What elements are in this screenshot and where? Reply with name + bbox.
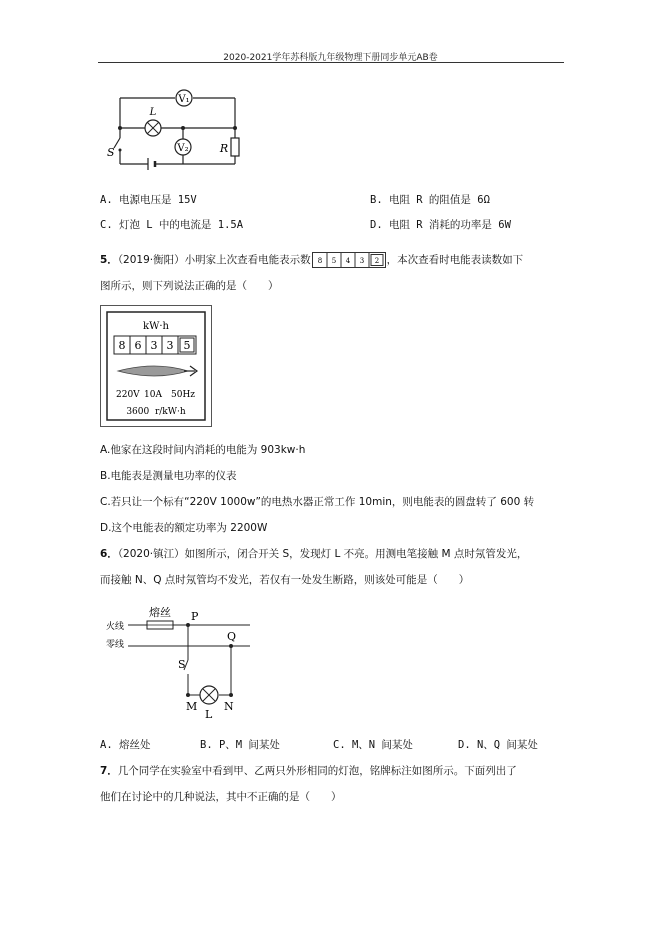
q4-circuit-diagram bbox=[100, 86, 250, 176]
switch-s-label: S bbox=[178, 658, 186, 671]
q6-stem-line-1: 6．（2020·镇江）如图所示，闭合开关 S，发现灯 L 不亮。用测电笔接触 M 点时氖管发光， bbox=[100, 548, 528, 560]
q6-number: 6． bbox=[100, 548, 118, 560]
q6-option-d: D. N、Q 间某处 bbox=[458, 739, 538, 751]
svg-text:L: L bbox=[149, 107, 157, 118]
q6-household-circuit bbox=[100, 602, 250, 722]
q4-option-d: D. 电阻 R 消耗的功率是 6W bbox=[370, 219, 511, 231]
point-p-label: P bbox=[191, 610, 199, 623]
q7-number: 7． bbox=[100, 765, 118, 777]
resistor-r bbox=[219, 138, 239, 156]
q6-option-a: A. 熔丝处 bbox=[100, 739, 151, 751]
q7-stem-line-1: 7．几个同学在实验室中看到甲、乙两只外形相同的灯泡，铭牌标注如图所示。下面列出了 bbox=[100, 765, 517, 777]
q5-previous-reading bbox=[312, 252, 386, 268]
q4-option-b: B. 电阻 R 的阻值是 6Ω bbox=[370, 194, 490, 206]
meter-spec-voltage: 220V bbox=[116, 390, 140, 400]
lamp-l bbox=[200, 686, 218, 704]
svg-text:V₂: V₂ bbox=[177, 143, 189, 154]
meter-digit: 5 bbox=[183, 339, 191, 352]
meter-spec-current: 10A bbox=[144, 390, 162, 400]
svg-text:R: R bbox=[219, 142, 229, 155]
page-header: 2020-2021学年苏科版九年级物理下册同步单元AB卷 bbox=[223, 53, 438, 63]
header-rule bbox=[98, 62, 564, 63]
meter-unit: kW·h bbox=[143, 321, 169, 332]
q4-option-c: C. 灯泡 L 中的电流是 1.5A bbox=[100, 219, 244, 231]
q5-option-a: A.他家在这段时间内消耗的电能为 903kw·h bbox=[100, 444, 306, 456]
voltmeter-v1 bbox=[176, 90, 192, 106]
lamp-l-label: L bbox=[205, 708, 213, 721]
q5-option-d: D.这个电能表的额定功率为 2200W bbox=[100, 522, 268, 534]
live-wire-label: 火线 bbox=[106, 622, 125, 632]
lamp-l bbox=[145, 107, 161, 136]
point-n-label: N bbox=[224, 700, 234, 713]
q6-stem-line-2: 而接触 N、Q 点时氖管均不发光，若仅有一处发生断路，则该处可能是（ ） bbox=[100, 574, 470, 586]
meter-spec-frequency: 50Hz bbox=[171, 390, 196, 400]
previous-reading-digit: 8 bbox=[317, 257, 322, 265]
meter-digit: 6 bbox=[134, 339, 142, 352]
q5-option-b: B.电能表是测量电功率的仪表 bbox=[100, 470, 237, 482]
q5-stem-line-1: 5．（2019·衡阳）小明家上次查看电能表示数 8 5 4 3 2 ，本次查看时电能表读数如下 bbox=[100, 254, 524, 266]
q4-option-a: A. 电源电压是 15V bbox=[100, 194, 197, 206]
neutral-wire-label: 零线 bbox=[106, 640, 125, 650]
meter-digit: 3 bbox=[166, 339, 174, 352]
q5-number: 5． bbox=[100, 254, 118, 266]
fuse-label: 熔丝 bbox=[149, 606, 171, 619]
previous-reading-digit: 3 bbox=[359, 257, 364, 265]
q5-option-c: C.若只让一个标有“220V 1000w”的电热水器正常工作 10min，则电能表的圆盘转了 600 转 bbox=[100, 496, 535, 508]
previous-reading-digit: 2 bbox=[374, 257, 379, 265]
previous-reading-digit: 4 bbox=[345, 257, 350, 265]
q6-option-c: C. M、N 间某处 bbox=[333, 739, 413, 751]
point-m-label: M bbox=[186, 700, 198, 713]
voltmeter-v2 bbox=[175, 139, 191, 155]
q6-option-b: B. P、M 间某处 bbox=[200, 739, 280, 751]
meter-spec-revolutions: 3600 r/kW·h bbox=[126, 407, 186, 417]
q5-stem-line-2: 图所示，则下列说法正确的是（ ） bbox=[100, 280, 279, 292]
svg-text:V₁: V₁ bbox=[178, 94, 190, 105]
meter-digit: 8 bbox=[118, 339, 126, 352]
previous-reading-digit: 5 bbox=[331, 257, 336, 265]
fuse bbox=[147, 621, 173, 629]
q7-stem-line-2: 他们在讨论中的几种说法，其中不正确的是（ ） bbox=[100, 791, 342, 803]
meter-digit: 3 bbox=[150, 339, 158, 352]
switch-s-label: S bbox=[107, 146, 115, 159]
q5-energy-meter bbox=[100, 305, 212, 427]
point-q-label: Q bbox=[227, 630, 237, 643]
